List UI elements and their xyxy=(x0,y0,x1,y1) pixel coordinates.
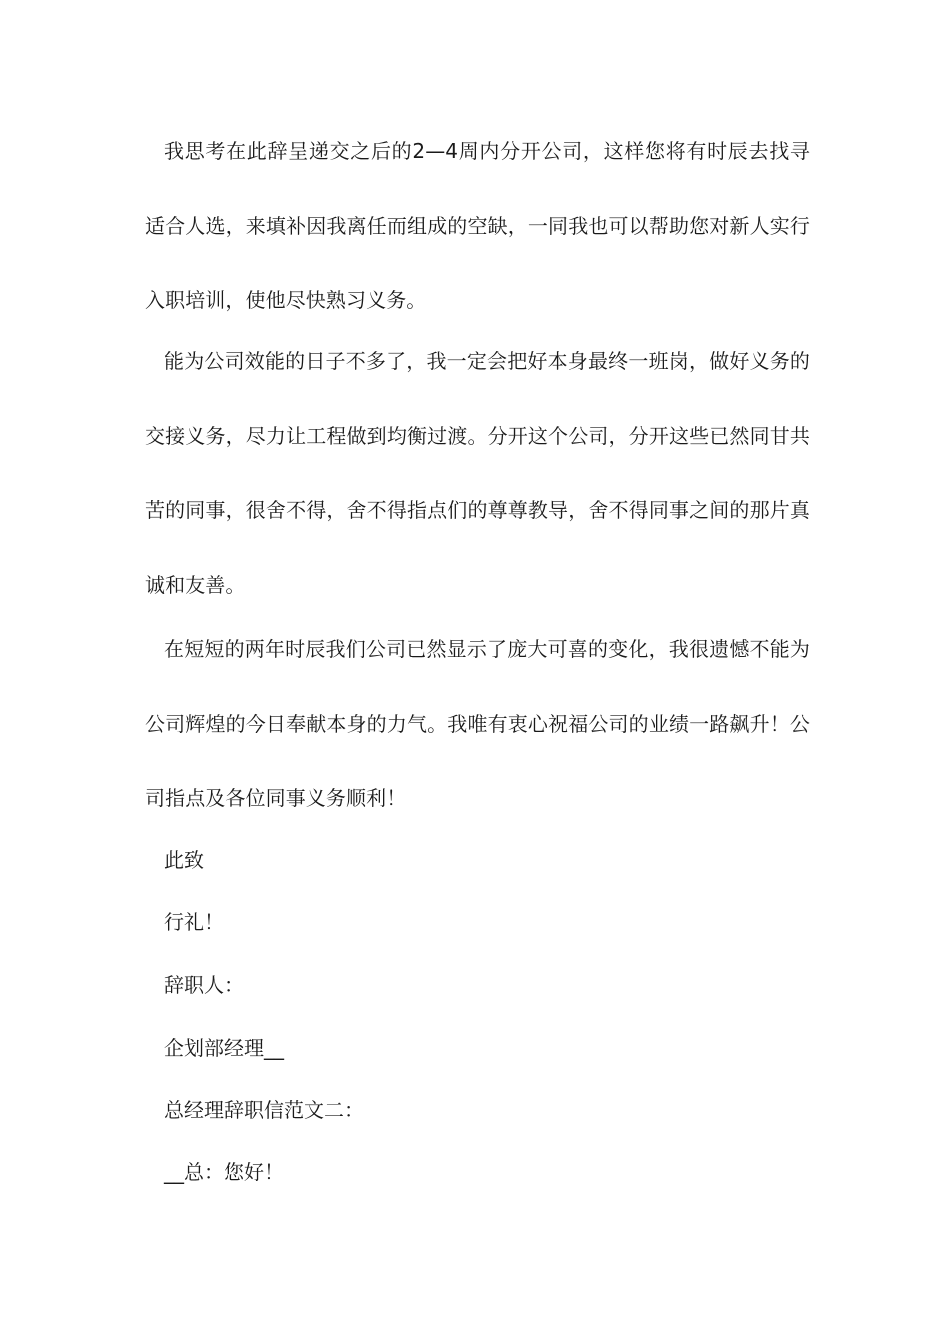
closing-salutation: 此致 xyxy=(164,848,204,872)
body-paragraph-2: 能为公司效能的日子不多了，我一定会把好本身最终一班岗，做好义务的交接义务，尽力让工程做到均衡过渡。分开这个公司，分开这些已然同甘共苦的同事，很舍不得，舍不得指点们的尊尊教导，舍不得同事之间的那片真诚和友善。 xyxy=(145,349,810,597)
body-paragraph-1: 我思考在此辞呈递交之后的2—4周内分开公司，这样您将有时辰去找寻适合人选，来填补因我离任而组成的空缺，一同我也可以帮助您对新人实行入职培训，使他尽快熟习义务。 xyxy=(145,139,810,312)
resigner-label: 辞职人： xyxy=(164,973,244,997)
body-paragraph-3: 在短短的两年时辰我们公司已然显示了庞大可喜的变化，我很遗憾不能为公司辉煌的今日奉献本身的力气。我唯有衷心祝福公司的业绩一路飙升！公司指点及各位同事义务顺利！ xyxy=(145,637,810,810)
resigner-position: 企划部经理__ xyxy=(164,1036,284,1060)
closing-regards: 行礼！ xyxy=(164,910,224,934)
letter-greeting: __总：您好！ xyxy=(164,1160,284,1184)
section-heading: 总经理辞职信范文二： xyxy=(164,1098,364,1122)
